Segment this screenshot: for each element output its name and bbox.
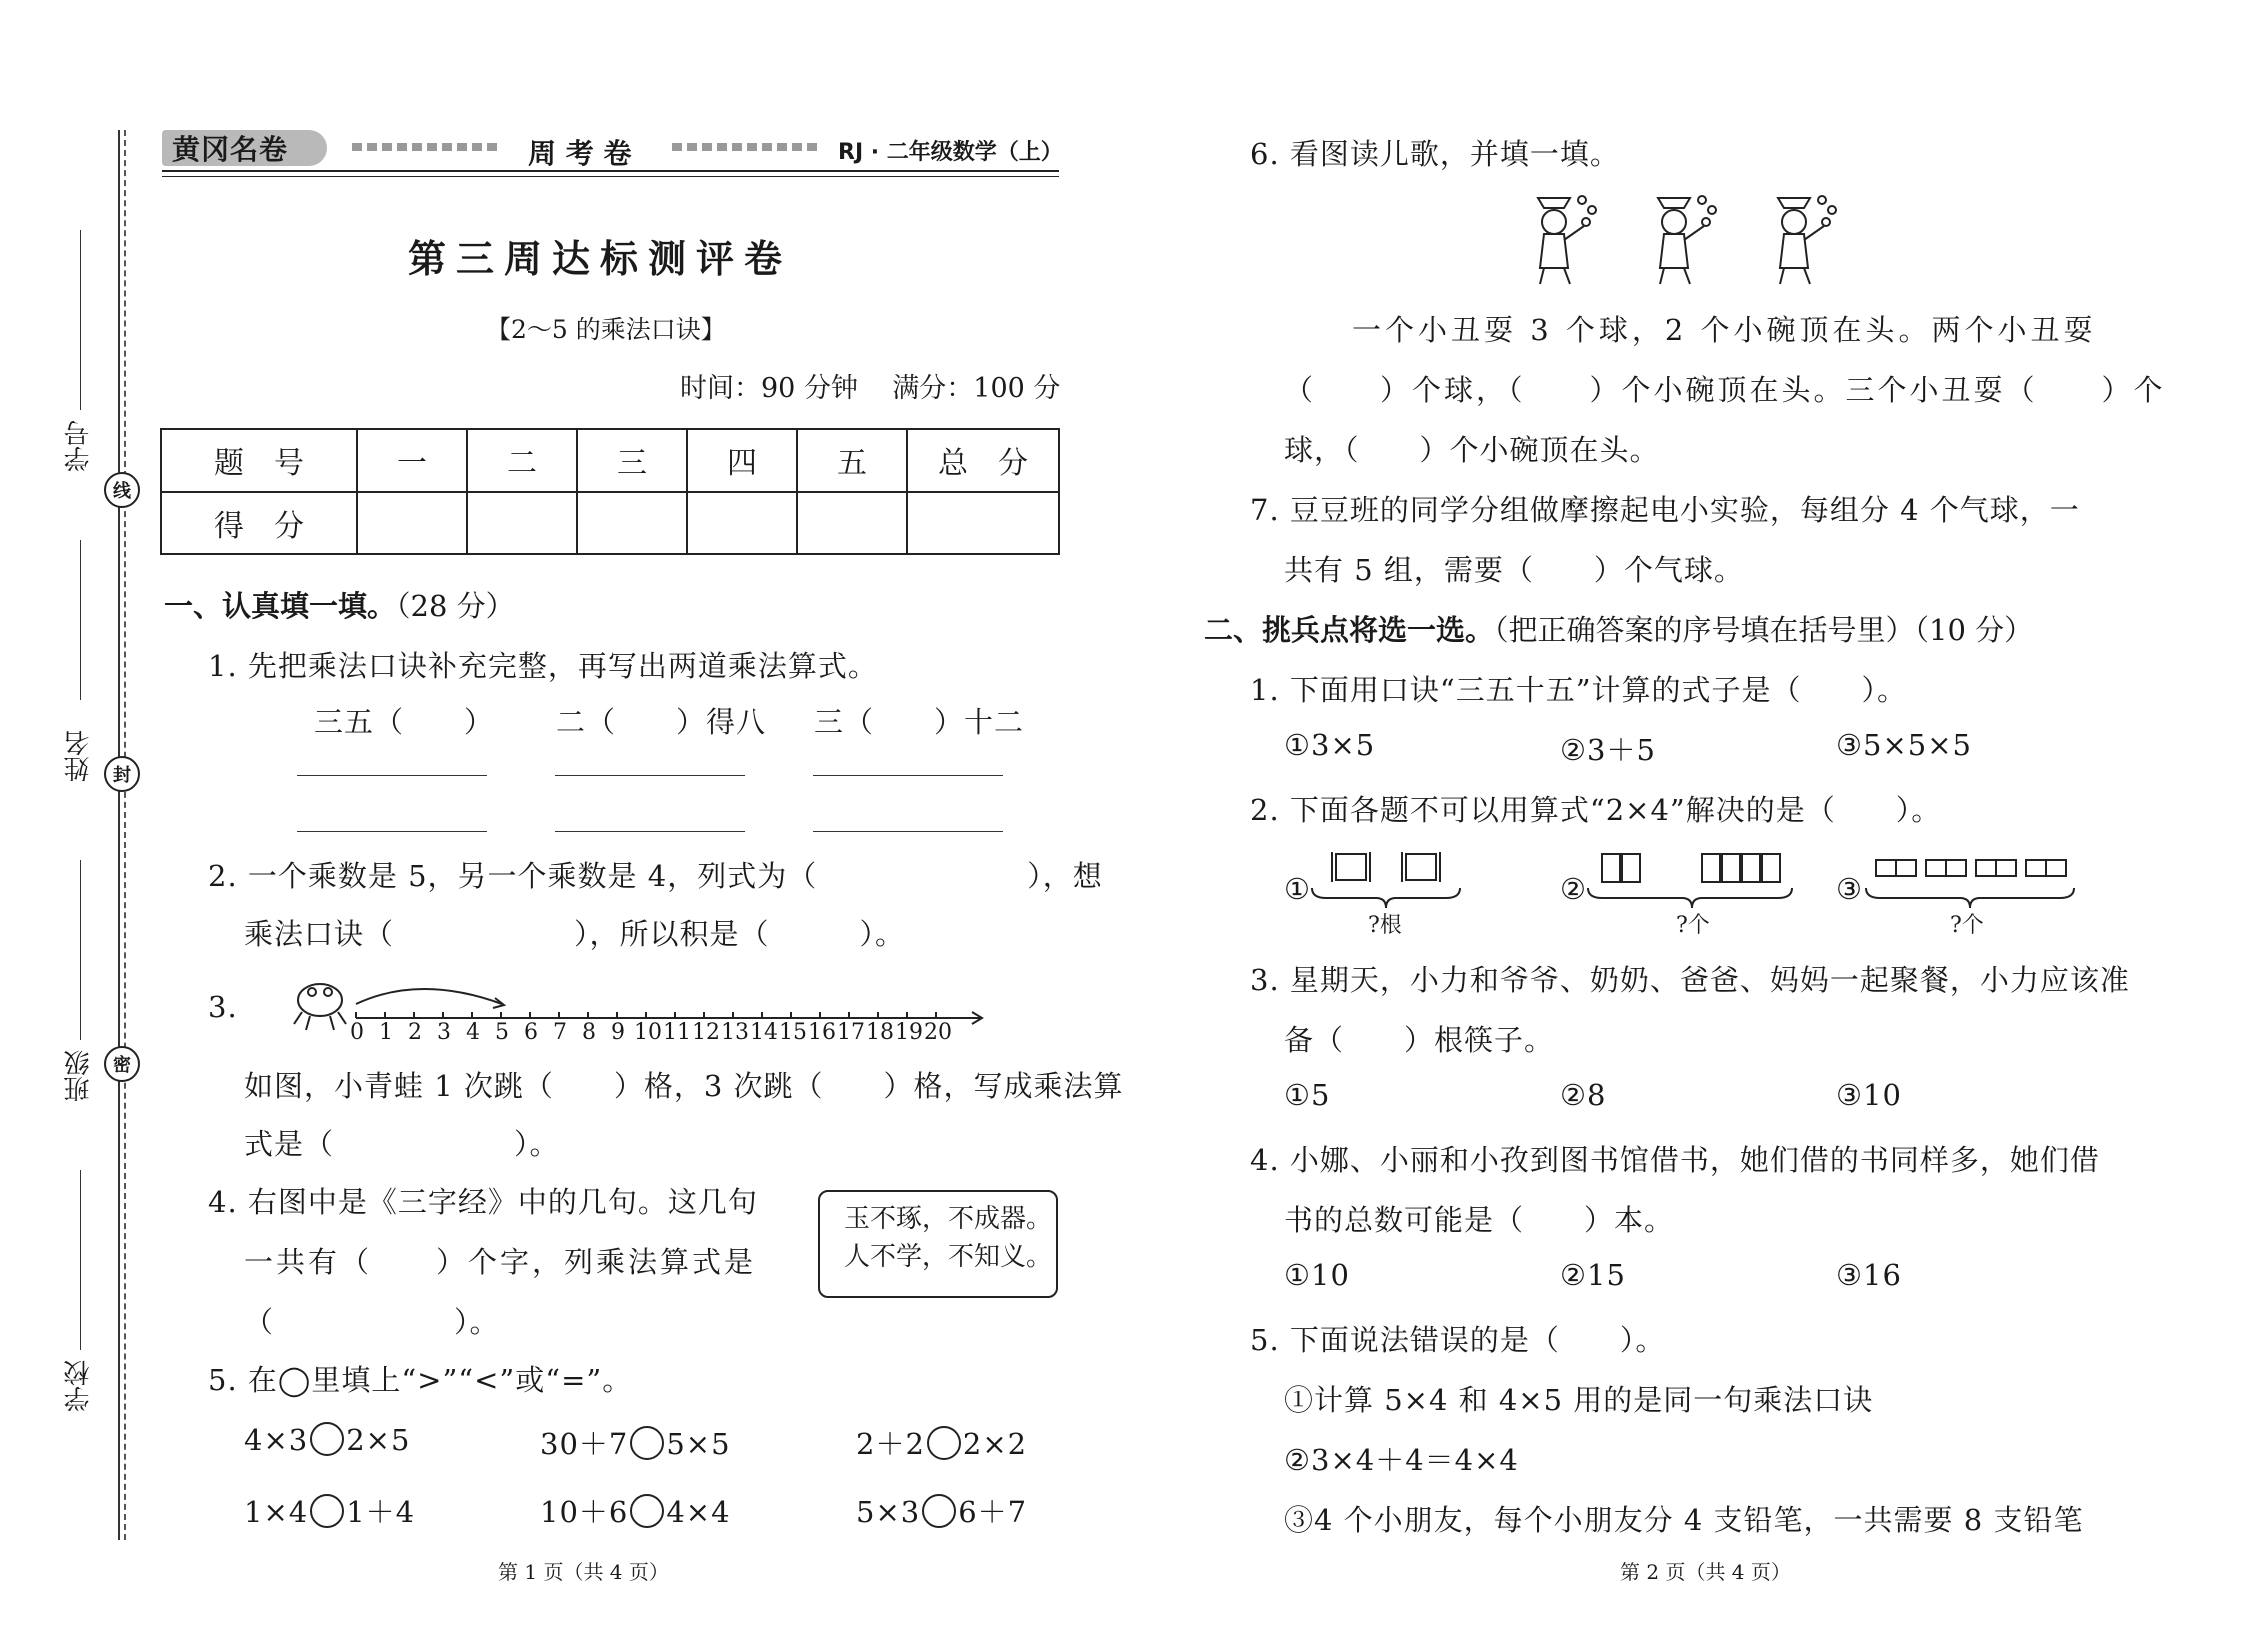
number-line-tick-label: 18 — [866, 1020, 894, 1045]
compare-item: 4×3 2×5 — [244, 1423, 411, 1457]
q1-item: 三（ ）十二 — [814, 705, 1025, 739]
answer-line[interactable] — [813, 775, 1003, 776]
header-rule-thin — [162, 176, 1059, 177]
number-line-tick-label: 17 — [837, 1020, 865, 1045]
score-table — [160, 428, 1060, 555]
figure-caption: ?个 — [1950, 913, 1984, 938]
can-icon — [1602, 854, 1640, 882]
section2-heading — [1204, 608, 2033, 649]
score-cell: 题 号 — [161, 429, 357, 492]
q1-item: 二（ ）得八 — [556, 705, 767, 739]
number-line-tick-label: 11 — [663, 1020, 691, 1045]
number-line-tick-label: 6 — [524, 1020, 538, 1045]
option[interactable]: ②3×4＋4＝4×4 — [1284, 1443, 1519, 1477]
brand-logo: 黄冈名卷 — [162, 130, 327, 166]
three-character-scroll — [818, 1190, 1058, 1298]
class-line — [80, 860, 81, 1040]
number-line-tick-label: 15 — [779, 1020, 807, 1045]
q6-line2: （ ）个球，（ ）个小碗顶在头。三个小丑耍（ ）个 — [1284, 373, 2166, 407]
seal-seal-char: 封 — [104, 756, 140, 792]
compare-circle[interactable] — [922, 1494, 956, 1528]
option[interactable]: ③10 — [1836, 1078, 1902, 1112]
frog-icon — [294, 984, 346, 1030]
option[interactable]: ①5 — [1284, 1078, 1331, 1112]
scroll-line: 人不学，不知义。 — [844, 1242, 1053, 1272]
score-cell: 一 — [357, 429, 467, 492]
number-line-tick-label: 0 — [350, 1020, 364, 1045]
compare-item: 5×3 6＋7 — [856, 1495, 1028, 1529]
seal-secret-char: 密 — [104, 1046, 140, 1082]
option[interactable]: ③16 — [1836, 1258, 1902, 1292]
header-rule — [162, 170, 1059, 172]
compare-item: 30＋7 5×5 — [540, 1427, 731, 1461]
student-id-label: 学号 — [64, 420, 94, 472]
score-input-cell[interactable] — [687, 492, 797, 555]
section2-title: 二、挑兵点将选一选。 — [1204, 613, 1495, 647]
binding-dash-line — [124, 130, 126, 1540]
number-line-tick-label: 1 — [379, 1020, 393, 1045]
score-cell: 得 分 — [161, 492, 357, 555]
number-line-tick-label: 13 — [721, 1020, 749, 1045]
q6-line1: 一个小丑耍 3 个球，2 个小碗顶在头。两个小丑耍 — [1352, 313, 2097, 347]
class-label: 班级 — [64, 1050, 94, 1102]
chair-icon — [1332, 852, 1370, 882]
header-grade: RJ · 二年级数学（上） — [838, 140, 1063, 165]
number-line-tick-label: 20 — [924, 1020, 952, 1045]
option[interactable]: ③5×5×5 — [1836, 728, 1972, 762]
option[interactable]: ②3＋5 — [1560, 733, 1656, 767]
time-info: 时间：90 分钟 满分：100 分 — [680, 373, 1061, 404]
jump-arc — [356, 989, 502, 1004]
s2-q5-text: 5. 下面说法错误的是（ ）。 — [1250, 1323, 1666, 1357]
score-cell: 三 — [577, 429, 687, 492]
q4-line1: 4. 右图中是《三字经》中的几句。这几句 — [208, 1185, 758, 1219]
s2-q3-line2: 备（ ）根筷子。 — [1284, 1023, 1555, 1057]
q5-text: 5. 在◯里填上“>”“<”或“=”。 — [208, 1363, 633, 1397]
header-dots-right — [672, 143, 822, 151]
s2-q4-line2: 书的总数可能是（ ）本。 — [1284, 1203, 1675, 1237]
page-subtitle: 【2～5 的乘法口诀】 — [486, 315, 726, 344]
q4-line3: （ ）。 — [244, 1305, 500, 1339]
answer-line[interactable] — [555, 775, 745, 776]
page-number-right: 第 2 页（共 4 页） — [1620, 1560, 1791, 1584]
compare-circle[interactable] — [927, 1426, 961, 1460]
clown-icon — [1538, 196, 1596, 284]
option[interactable]: ③4 个小朋友，每个小朋友分 4 支铅笔，一共需要 8 支铅笔 — [1284, 1503, 2084, 1537]
number-line-tick-label: 16 — [808, 1020, 836, 1045]
compare-item: 10＋6 4×4 — [540, 1495, 731, 1529]
scroll-line: 玉不琢，不成器。 — [844, 1204, 1053, 1234]
box-icon — [1926, 860, 1966, 876]
name-line — [80, 540, 81, 700]
number-line-tick-label: 8 — [582, 1020, 596, 1045]
q1-item: 三五（ ） — [314, 705, 495, 739]
compare-circle[interactable] — [630, 1494, 664, 1528]
figure-caption: ?根 — [1368, 913, 1402, 938]
school-line — [80, 1170, 81, 1350]
q7-line2: 共有 5 组，需要（ ）个气球。 — [1284, 553, 1744, 587]
s2-q4-line1: 4. 小娜、小丽和小孜到图书馆借书，她们借的书同样多，她们借 — [1250, 1143, 2100, 1177]
number-line-tick-label: 10 — [634, 1020, 662, 1045]
option[interactable]: ②15 — [1560, 1258, 1626, 1292]
s2-q2-text: 2. 下面各题不可以用算式“2×4”解决的是（ ）。 — [1250, 793, 1942, 827]
q3-number: 3. — [208, 990, 238, 1024]
score-cell: 四 — [687, 429, 797, 492]
answer-line[interactable] — [297, 831, 487, 832]
number-line-tick-label: 7 — [553, 1020, 567, 1045]
number-line-tick-label: 5 — [495, 1020, 509, 1045]
number-line-tick-label: 4 — [466, 1020, 480, 1045]
box-icon — [1876, 860, 1916, 876]
clowns-illustration — [1530, 190, 2090, 290]
score-input-cell[interactable] — [577, 492, 687, 555]
section1-points: （28 分） — [396, 589, 515, 623]
name-label: 姓名 — [64, 730, 94, 782]
clown-icon — [1658, 196, 1716, 284]
q7-line1: 7. 豆豆班的同学分组做摩擦起电小实验，每组分 4 个气球，一 — [1250, 493, 2080, 527]
chair-icon — [1402, 852, 1440, 882]
compare-item: 1×4 1＋4 — [244, 1495, 416, 1529]
score-cell: 总 分 — [907, 429, 1059, 492]
number-line-tick-label: 3 — [437, 1020, 451, 1045]
compare-circle[interactable] — [630, 1426, 664, 1460]
number-line-tick-label: 14 — [750, 1020, 778, 1045]
number-line-tick-label: 19 — [895, 1020, 923, 1045]
s2-q3-line1: 3. 星期天，小力和爷爷、奶奶、爸爸、妈妈一起聚餐，小力应该准 — [1250, 963, 2130, 997]
answer-line[interactable] — [813, 831, 1003, 832]
q2-line1: 2. 一个乘数是 5，另一个乘数是 4，列式为（ ），想 — [208, 859, 1103, 893]
q4-line2: 一共有（ ）个字，列乘法算式是 — [244, 1245, 757, 1279]
q1-text: 1. 先把乘法口诀补充完整，再写出两道乘法算式。 — [208, 649, 878, 683]
number-line-tick-label: 12 — [692, 1020, 720, 1045]
can-icon — [1702, 854, 1780, 882]
score-input-cell[interactable] — [907, 492, 1059, 555]
score-input-cell[interactable] — [467, 492, 577, 555]
compare-circle[interactable] — [310, 1422, 344, 1456]
figure-caption: ?个 — [1676, 913, 1710, 938]
s2-q1-text: 1. 下面用口诀“三五十五”计算的式子是（ ）。 — [1250, 673, 1908, 707]
school-label: 学校 — [64, 1360, 94, 1412]
number-line-tick-label: 9 — [611, 1020, 625, 1045]
compare-circle[interactable] — [310, 1494, 344, 1528]
option[interactable]: ①计算 5×4 和 4×5 用的是同一句乘法口诀 — [1284, 1383, 1874, 1417]
student-id-line — [80, 230, 81, 410]
q3-line1: 如图，小青蛙 1 次跳（ ）格，3 次跳（ ）格，写成乘法算 — [244, 1069, 1124, 1103]
section1-title: 一、认真填一填。 — [164, 589, 397, 623]
box-icon — [2026, 860, 2066, 876]
seal-line-char: 线 — [104, 472, 140, 508]
score-cell: 五 — [797, 429, 907, 492]
answer-line[interactable] — [555, 831, 745, 832]
q3-line2: 式是（ ）。 — [244, 1127, 560, 1161]
number-line-tick-label: 2 — [408, 1020, 422, 1045]
answer-line[interactable] — [297, 775, 487, 776]
option[interactable]: ①3×5 — [1284, 728, 1376, 762]
box-icon — [1976, 860, 2016, 876]
binding-line — [118, 130, 120, 1540]
option[interactable]: ③ — [1836, 872, 1863, 906]
option[interactable]: ②8 — [1560, 1078, 1607, 1112]
header-type: 周 考 卷 — [528, 137, 632, 170]
option[interactable]: ① — [1284, 872, 1311, 906]
score-value-row — [161, 492, 1059, 555]
q2-line2: 乘法口诀（ ），所以积是（ ）。 — [244, 917, 906, 951]
score-input-cell[interactable] — [357, 492, 467, 555]
compare-item: 2＋2 2×2 — [856, 1427, 1028, 1461]
option[interactable]: ①10 — [1284, 1258, 1350, 1292]
header-dots-left — [352, 143, 502, 151]
clown-icon — [1778, 196, 1836, 284]
q6-line3: 球，（ ）个小碗顶在头。 — [1284, 433, 1660, 467]
score-header-row — [161, 429, 1059, 492]
score-input-cell[interactable] — [797, 492, 907, 555]
section1-heading — [164, 584, 515, 625]
page-number-left: 第 1 页（共 4 页） — [498, 1560, 669, 1584]
page-title: 第三周达标测评卷 — [408, 236, 793, 281]
score-cell: 二 — [467, 429, 577, 492]
option[interactable]: ② — [1560, 872, 1587, 906]
section2-points: （把正确答案的序号填在括号里）（10 分） — [1494, 613, 2034, 647]
q6-text: 6. 看图读儿歌，并填一填。 — [1250, 137, 1620, 171]
